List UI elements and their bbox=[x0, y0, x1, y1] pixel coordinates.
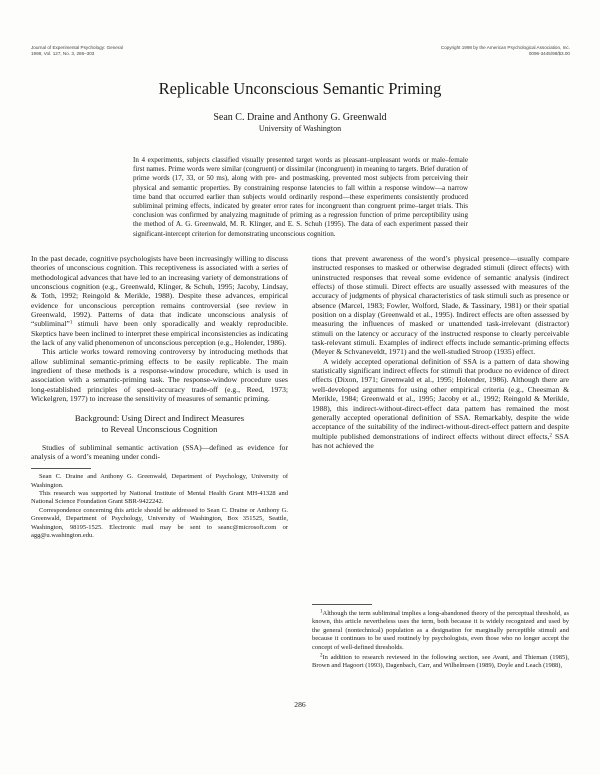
issn-line: 0096-3445/98/$3.00 bbox=[528, 51, 570, 56]
author-note-correspondence: Correspondence concerning this article should be addressed to Sean C. Draine or Anthony G. Greenwald, Department of Psychology, University of Washington, Box 351525, Seattle, Washington, 98195-1525. Electronic mail may be sent to seanc@microsoft.com or agg@u.washington.edu. bbox=[31, 506, 288, 540]
footnote-ref-2: 2 bbox=[549, 433, 553, 439]
footnotes bbox=[312, 610, 569, 671]
journal-name: Journal of Experimental Psychology: General bbox=[31, 45, 123, 50]
section-heading: Background: Using Direct and Indirect Measures to Reveal Unconscious Cognition bbox=[74, 412, 245, 434]
article-title: Replicable Unconscious Semantic Priming bbox=[158, 79, 442, 98]
page-number: 286 bbox=[294, 700, 306, 709]
left-column bbox=[31, 254, 288, 540]
journal-citation bbox=[31, 45, 123, 57]
author-affiliation: University of Washington bbox=[258, 124, 342, 133]
body-paragraph-ssa-definition: A widely accepted operational definition of SSA is a pattern of data showing statistically significant indirect effects for stimuli that produce no evidence of direct effects (Dixon, 1971; Greenwald et al., 1995; Holender, 1986). Although there are well-developed arguments for using other empirical criteria (e.g., Cheesman & Merikle, 1984; Greenwald et al., 1995; Jacoby et al., 1992; Reingold & Merikle, 1988), this indirect-without-direct-effect data pattern has remained the most generally accepted operational definition of SSA. Remarkably, despite the wide acceptance of the suitability of the indirect-without-direct-effect pattern and despite multiple published demonstrations of indirect effects without direct effects,$^2$ SSA has not achieved the bbox=[312, 356, 569, 450]
article-authors: Sean C. Draine and Anthony G. Greenwald bbox=[213, 112, 387, 123]
intro-paragraph-2: This article works toward removing controversy by introducing methods that allow subliminal semantic-priming effects to be easily replicable. The main ingredient of these methods is a response-window procedure, which is used in association with a semantic-priming task. The response-window procedure uses long-established principles of speed–accuracy trade-off (e.g., Reed, 1973; Wickelgren, 1977) to increase the sensitivity of measures of semantic priming. bbox=[31, 347, 288, 404]
footnote-divider bbox=[312, 604, 372, 605]
copyright-line: Copyright 1998 by the American Psychological Association, Inc. bbox=[440, 45, 570, 50]
author-note-divider bbox=[31, 468, 91, 469]
right-column bbox=[312, 254, 569, 450]
journal-volume: 1998, Vol. 127, No. 3, 286–303 bbox=[31, 51, 95, 56]
footnote-ref-1: 1 bbox=[69, 320, 73, 326]
footnote-2: $^2$In addition to research reviewed in the following section, see Avant, and Thieman (1985), Brown and Hagoort (1993), Dagenbach, Carr, and Wilhelmsen (1989), Doyle and Leach (1988), bbox=[312, 653, 569, 670]
footnote-1: $^1$Although the term subliminal implies a long-abandoned theory of the perceptual threshold, as known, this article nevertheless uses the term, both because it is widely recognized and used by the general (nontechnical) population as a designation for marginally perceptible stimuli and because it continues to be used routinely by psychologists, even those who no longer accept the concept of well-defined thresholds. bbox=[312, 609, 569, 651]
author-notes bbox=[31, 473, 288, 540]
section-paragraph-1: Studies of subliminal semantic activation (SSA)—defined as evidence for analysis of a word’s meaning under condi- bbox=[31, 442, 288, 461]
intro-paragraph-1: In the past decade, cognitive psychologists have been increasingly willing to discuss theories of unconscious cognition. This receptiveness is associated with a series of methodological advances that have led to an increasing variety of demonstrations of unconscious cognition (e.g., Greenwald, Klinger, & Schuh, 1995; Jacoby, Lindsay, & Toth, 1992; Reingold & Merikle, 1988). Despite these advances, empirical evidence for unconscious perception remains controversial (see review in Greenwald, 1992). Patterns of data that indicate unconscious analysis of “subliminal”$^1$ stimuli have been only sporadically and weakly reproducible. Skeptics have been inclined to interpret these empirical inconsistencies as indicating the lack of any valid phenomenon of unconscious perception (e.g., Holender, 1986). bbox=[31, 254, 288, 348]
author-note-affiliation: Sean C. Draine and Anthony G. Greenwald, Department of Psychology, University of Washington. bbox=[31, 473, 288, 489]
author-note-funding: This research was supported by National Institute of Mental Health Grant MH-41328 and National Science Foundation Grant SBR-9422242. bbox=[31, 490, 288, 506]
body-paragraph-continued: tions that prevent awareness of the word’s physical presence—usually compare instructed responses to masked or otherwise degraded stimuli (direct effects) with uninstructed responses that reveal some evidence of semantic analysis (indirect effects) of those stimuli. Direct effects are usually assessed with measures of the accuracy of judgments of physical characteristics of task stimuli such as presence or absence (Marcel, 1983; Fowler, Wolford, Slade, & Tassinary, 1981) or their spatial position on a display (Greenwald et al., 1995). Indirect effects are often assessed by measuring the influences of masked or unattended task-irrelevant (distractor) stimuli on the latency or accuracy of the instructed response to clearly perceivable task-relevant stimuli. Examples of indirect effects include semantic-priming effects (Meyer & Schvaneveldt, 1971) and the well-studied Stroop (1935) effect. bbox=[312, 254, 569, 357]
abstract: In 4 experiments, subjects classified visually presented target words as pleasant–unpleasant words or male–female first names. Prime words were similar (congruent) or dissimilar (incongruent) in meaning to targets. Brief duration of prime words (17, 33, or 50 ms), along with pre- and postmasking, prevented most subjects from perceiving their physical and semantic properties. By constraining response latencies to fall within a response window—a narrow time band that occurred earlier than subjects would ordinarily respond—these experiments consistently produced subliminal priming effects, indicated by greater error rates for incongruent than congruent prime–target trials. This conclusion was confirmed by analyzing magnitude of priming as a regression function of prime perceptibility using the method of A. G. Greenwald, M. R. Klinger, and E. S. Schuh (1995). The data of each experiment passed their significant-intercept criterion for demonstrating unconscious cognition. bbox=[133, 156, 468, 238]
copyright-notice bbox=[441, 45, 570, 57]
